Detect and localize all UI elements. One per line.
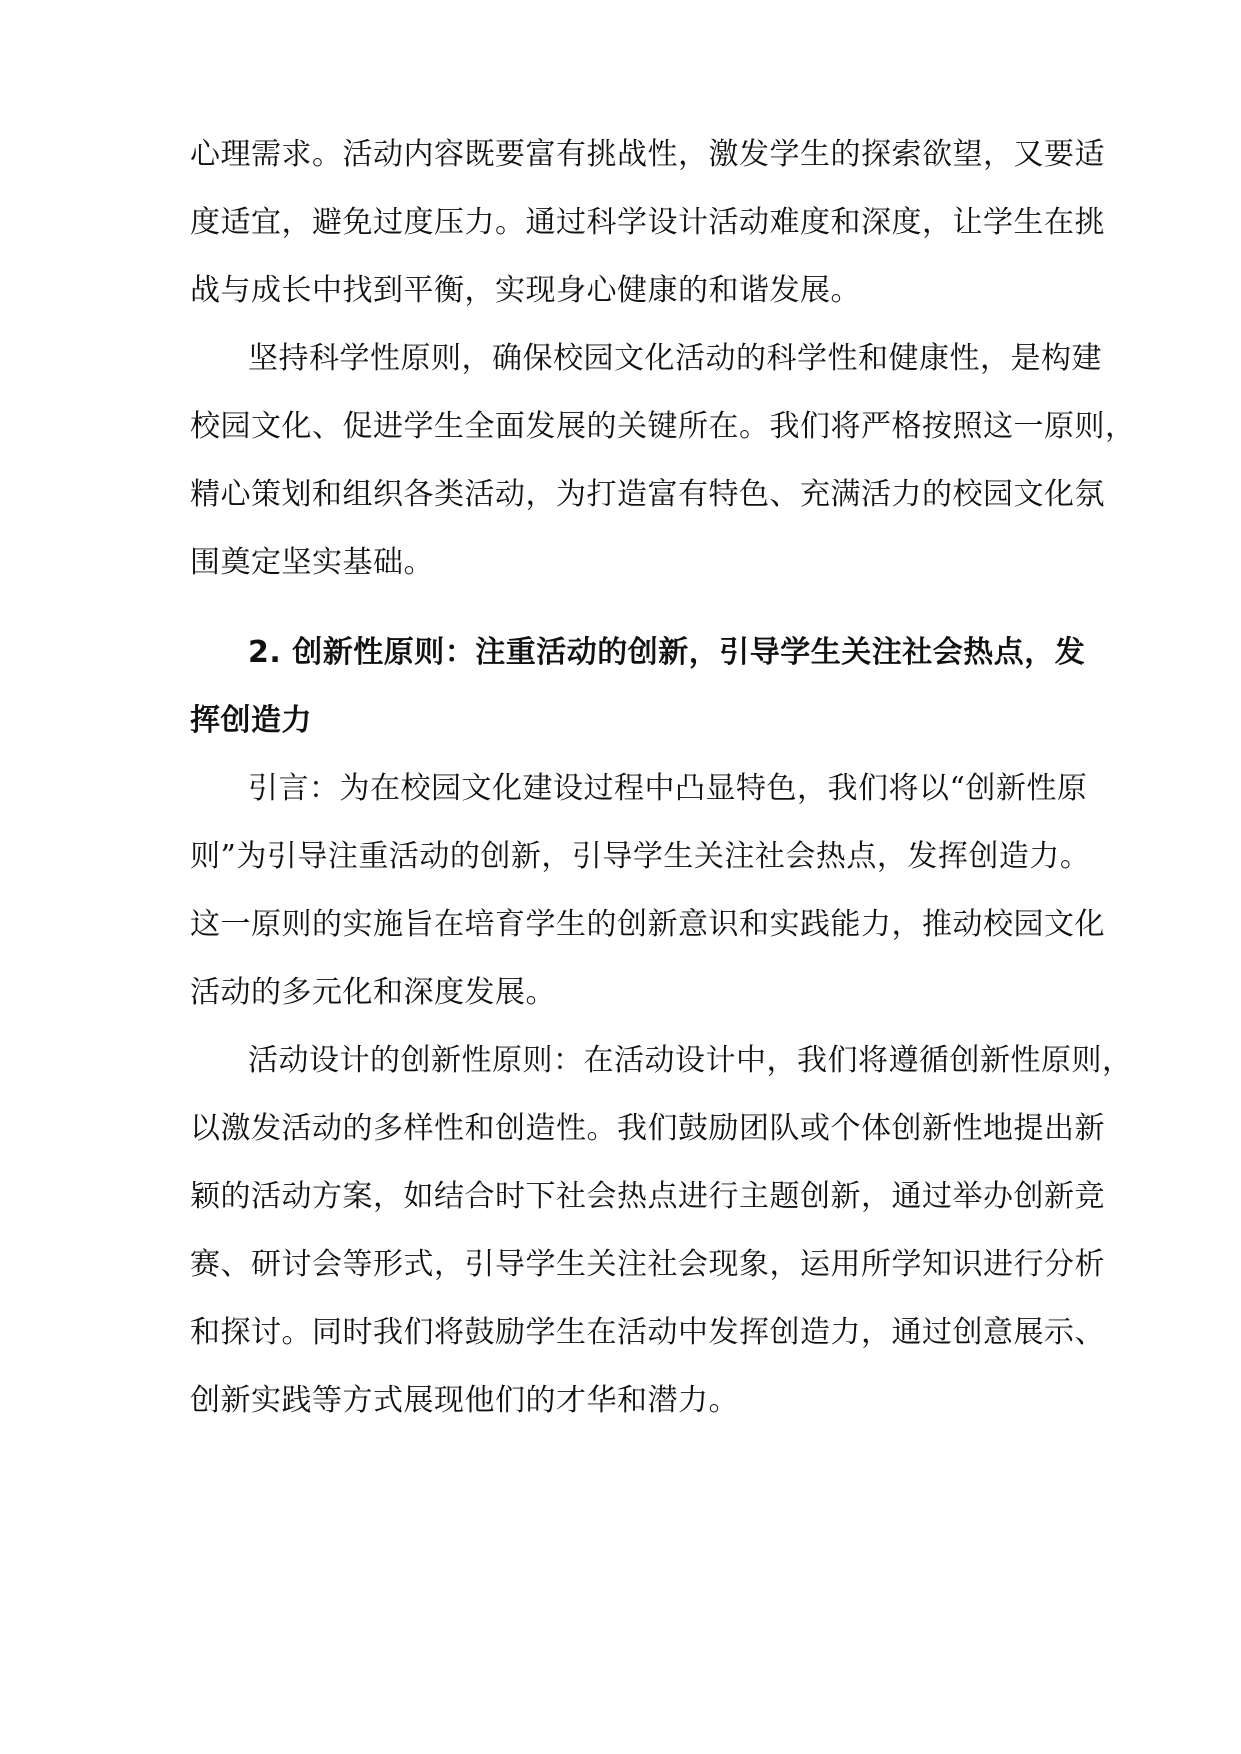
paragraph-line: 赛、研讨会等形式，引导学生关注社会现象，运用所学知识进行分析: [190, 1247, 1105, 1282]
paragraph-line: 颖的活动方案，如结合时下社会热点进行主题创新，通过举办创新竞: [190, 1179, 1105, 1214]
paragraph-line: 坚持科学性原则，确保校园文化活动的科学性和健康性，是构建: [248, 341, 1102, 376]
paragraph-line: 精心策划和组织各类活动，为打造富有特色、充满活力的校园文化氛: [190, 477, 1105, 512]
section-heading: 2. 创新性原则：注重活动的创新，引导学生关注社会热点，发: [248, 635, 1086, 670]
section-heading: 挥创造力: [190, 703, 312, 738]
paragraph-line: 这一原则的实施旨在培育学生的创新意识和实践能力，推动校园文化: [190, 907, 1105, 942]
paragraph-line: 引言：为在校园文化建设过程中凸显特色，我们将以“创新性原: [248, 771, 1088, 806]
paragraph-line: 和探讨。同时我们将鼓励学生在活动中发挥创造力，通过创意展示、: [190, 1315, 1105, 1350]
paragraph-line: 度适宜，避免过度压力。通过科学设计活动难度和深度，让学生在挑: [190, 205, 1105, 240]
paragraph-line: 以激发活动的多样性和创造性。我们鼓励团队或个体创新性地提出新: [190, 1111, 1105, 1146]
paragraph-line: 心理需求。活动内容既要富有挑战性，激发学生的探索欲望，又要适: [190, 137, 1105, 172]
paragraph-line: 活动的多元化和深度发展。: [190, 975, 556, 1010]
paragraph-line: 校园文化、促进学生全面发展的关键所在。我们将严格按照这一原则，: [190, 409, 1136, 444]
paragraph-line: 围奠定坚实基础。: [190, 545, 434, 580]
paragraph-line: 则”为引导注重活动的创新，引导学生关注社会热点，发挥创造力。: [190, 839, 1091, 874]
paragraph-line: 创新实践等方式展现他们的才华和潜力。: [190, 1383, 739, 1418]
paragraph-line: 战与成长中找到平衡，实现身心健康的和谐发展。: [190, 273, 861, 308]
paragraph-line: 活动设计的创新性原则：在活动设计中，我们将遵循创新性原则，: [248, 1043, 1133, 1078]
